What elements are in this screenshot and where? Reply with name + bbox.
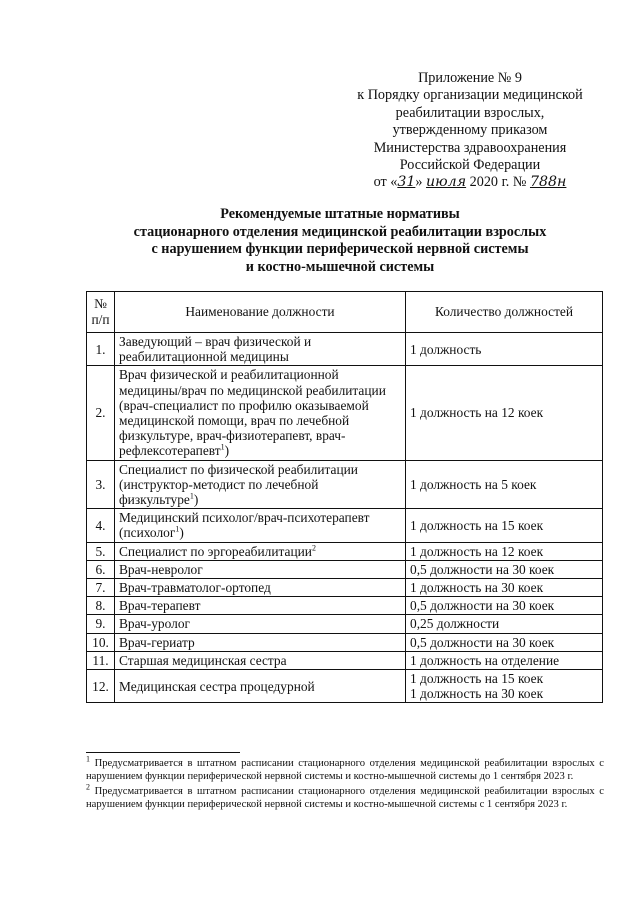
row-count: 0,25 должности [406,615,603,633]
row-num: 4. [87,509,115,542]
title-line-1: Рекомендуемые штатные нормативы [220,206,460,222]
table-row [87,542,603,560]
footnote-divider [86,752,240,753]
row-name: Медицинская сестра процедурной [115,670,406,703]
row-num: 8. [87,597,115,615]
row-name: Врач-уролог [115,615,406,633]
appendix-number: Приложение № 9 [418,70,522,86]
row-name [115,509,406,542]
header-num: № п/п [87,292,115,333]
table-row [87,633,603,651]
row-name-end: ) [179,525,184,541]
row-name-end: ) [224,443,230,459]
row-name: Заведующий – врач физической и реабилитационной медицины [115,333,406,366]
row-count: 0,5 должности на 30 коек [406,597,603,615]
document-title [40,206,640,276]
date-day: 31 [397,174,416,191]
row-count-line-1: 1 должность на 15 коек [410,671,544,687]
header-count: Количество должностей [406,292,603,333]
footnote-ref: 2 [311,543,316,553]
header-name: Наименование должности [115,292,406,333]
table-row [87,615,603,633]
footnote-ref: 1 [175,524,180,534]
footnote-mark: 2 [86,782,90,792]
row-name-text: Специалист по эргореабилитации [119,543,312,559]
order-number: 788н [529,174,567,191]
row-count: 1 должность [406,333,603,366]
row-num: 3. [87,460,115,509]
date-mid: » [415,174,427,191]
date-prefix: от « [373,174,398,191]
table-row [87,651,603,669]
row-num: 5. [87,542,115,560]
row-num: 7. [87,579,115,597]
row-name: Врач-невролог [115,560,406,578]
row-num: 6. [87,560,115,578]
table-row [87,366,603,460]
row-name-end: ) [193,492,199,508]
table-row [87,509,603,542]
row-num: 2. [87,366,115,460]
appendix-header [340,70,600,192]
row-num: 1. [87,333,115,366]
row-name [115,542,406,560]
row-count: 1 должность на 30 коек [406,579,603,597]
row-name-text: Специалист по физической реабилитации (инструктор-методист по лечебной физкультуре [119,461,358,508]
footnote-mark: 1 [86,754,90,764]
row-name: Старшая медицинская сестра [115,651,406,669]
table-row [87,597,603,615]
row-name: Врач-терапевт [115,597,406,615]
appendix-line-2: к Порядку организации медицинской [357,87,583,104]
row-count [406,670,603,703]
title-line-2: стационарного отделения медицинской реабилитации взрослых [133,223,547,240]
staffing-table [86,291,603,703]
row-num: 11. [87,651,115,669]
appendix-line-5: Министерства здравоохранения [373,139,567,156]
table-header-row [87,292,603,333]
row-count: 1 должность на отделение [406,651,603,669]
footnote-ref: 1 [189,491,194,501]
row-count: 1 должность на 15 коек [406,509,603,542]
order-date-line [340,174,600,191]
title-line-3: с нарушением функции периферической нервной системы [151,241,529,258]
date-month: июля [426,174,467,191]
row-name-text: Медицинский психолог/врач-психотерапевт (психолог [119,510,370,541]
appendix-line-4: утвержденному приказом [392,122,548,139]
row-count: 1 должность на 5 коек [406,460,603,509]
footnote-1 [86,754,604,784]
appendix-line-3: реабилитации взрослых, [395,104,545,121]
row-num: 10. [87,633,115,651]
row-count-line-2: 1 должность на 30 коек [410,686,544,702]
table-row [87,579,603,597]
appendix-line-6: Российской Федерации [399,157,541,174]
table-row [87,460,603,509]
table-row [87,560,603,578]
title-line-4: и костно-мышечной системы [245,258,435,275]
date-year: 2020 г. № [466,174,530,191]
row-num: 9. [87,615,115,633]
footnotes [86,754,604,812]
table-row [87,670,603,703]
footnote-text: Предусматривается в штатном расписании стационарного отделения медицинской реабилитации взрослых с нарушением функции периферической нервной системы и костно-мышечной системы до 1 сентября 2023 г. [86,758,604,783]
row-count: 1 должность на 12 коек [406,542,603,560]
footnote-ref: 1 [220,442,225,452]
row-name-text: Врач физической и реабилитационной медицины/врач по медицинской реабилитации (врач-специалист по профилю оказываемой медицинской помощи, врач по лечебной физкультуре, врач-физиотерапевт, врач-рефлексотерапевт [119,367,386,459]
row-count: 1 должность на 12 коек [406,366,603,460]
row-name [115,460,406,509]
row-name [115,366,406,460]
row-count: 0,5 должности на 30 коек [406,633,603,651]
footnote-text: Предусматривается в штатном расписании стационарного отделения медицинской реабилитации взрослых с нарушением функции периферической нервной системы и костно-мышечной системы с 1 сентября 2023 г. [86,785,604,810]
row-count: 0,5 должности на 30 коек [406,560,603,578]
row-name: Врач-травматолог-ортопед [115,579,406,597]
row-num: 12. [87,670,115,703]
row-name: Врач-гериатр [115,633,406,651]
table-row [87,333,603,366]
footnote-2 [86,782,604,812]
